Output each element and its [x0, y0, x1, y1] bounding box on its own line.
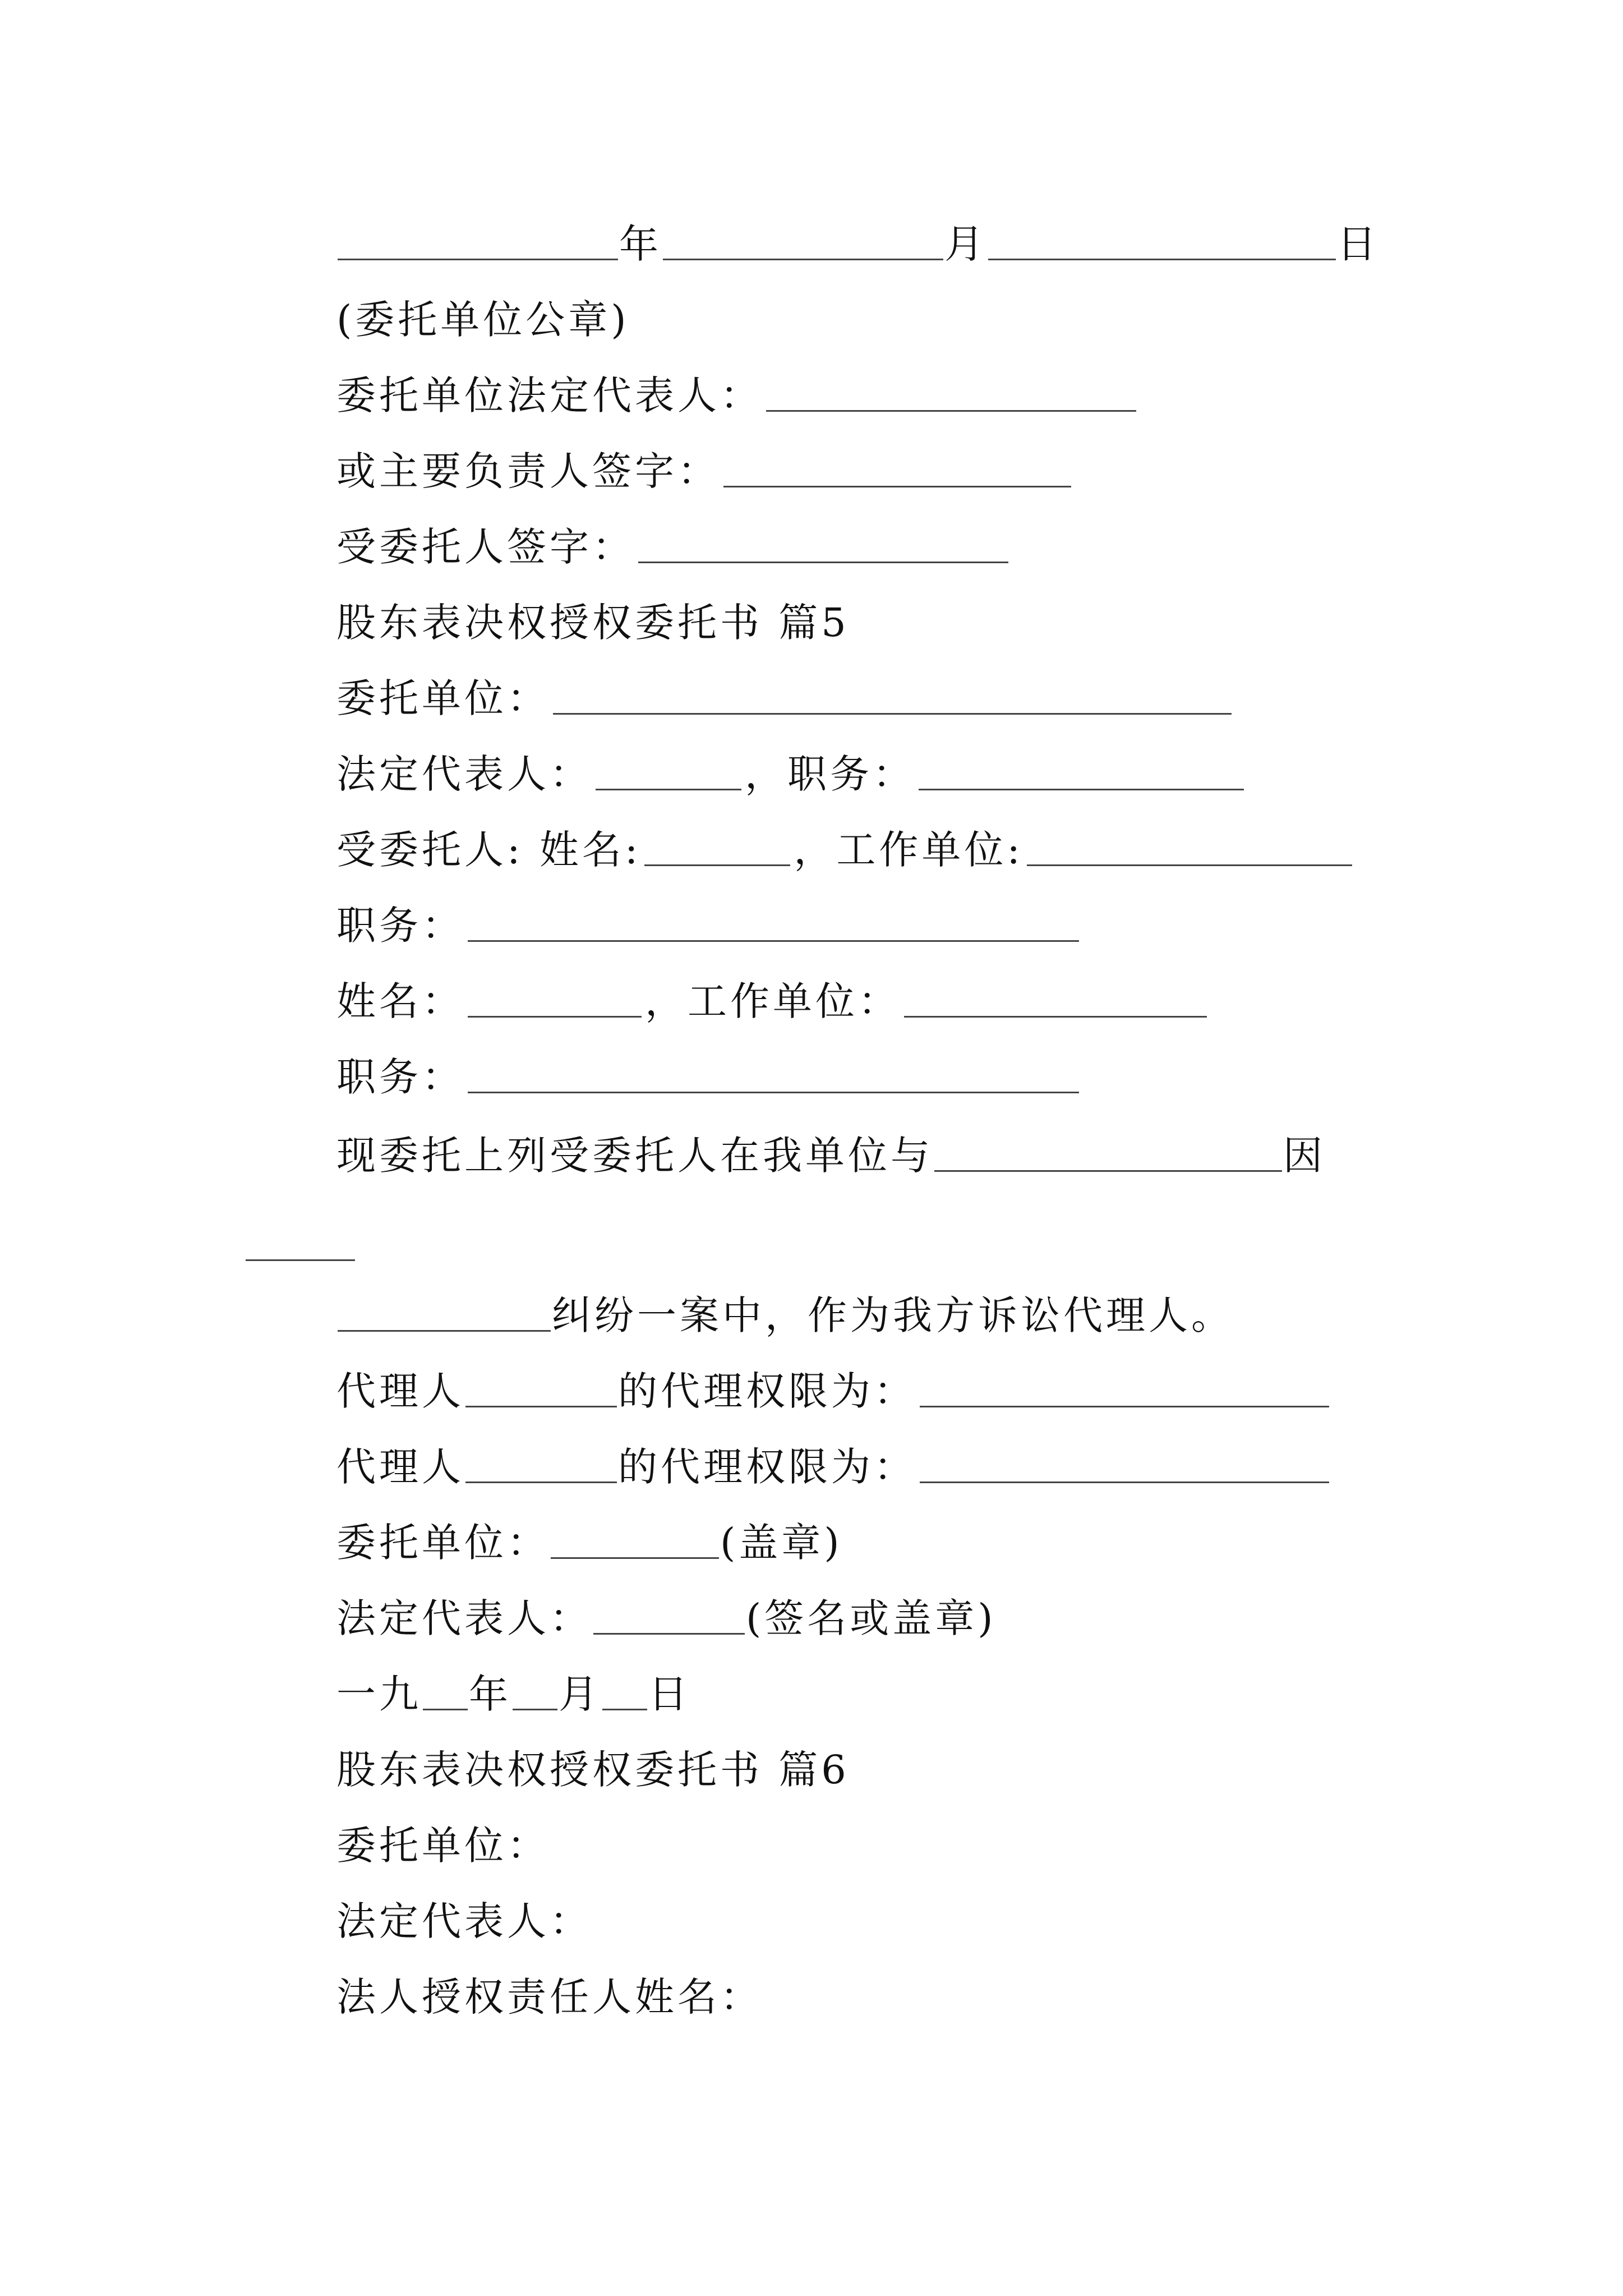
s5-date-line [336, 1658, 691, 1717]
s5-date-day-blank [602, 1675, 647, 1710]
s6-legal-rep-line [336, 1885, 592, 1944]
legal-rep-label: 委托单位法定代表人： [336, 372, 763, 418]
s5-entrusting-unit-label: 委托单位： [336, 675, 550, 721]
trustee-sign-label: 受委托人签字： [336, 524, 635, 570]
s5-entrust-blank [934, 1137, 1282, 1172]
s5-dispute-blank [338, 1296, 551, 1332]
s5-unit-seal-label: 委托单位： [336, 1520, 550, 1566]
trustee-sign-blank [638, 528, 1008, 563]
legal-rep-line [336, 359, 1140, 418]
section6-title: 股东表决权授权委托书 篇6 [336, 1747, 850, 1793]
s5-entrust-text: 现委托上列受委托人在我单位与 [336, 1133, 933, 1179]
s5-date-day: 日 [648, 1671, 691, 1717]
s5-rep-sign-label: 法定代表人： [336, 1595, 592, 1641]
day-label: 日 [1337, 221, 1380, 267]
s5-position1-line [336, 889, 1082, 949]
s5-work-unit-blank [1027, 831, 1352, 866]
year-label: 年 [619, 221, 662, 267]
s6-authorized-person-line [336, 1961, 763, 2020]
s5-legal-rep-blank [596, 755, 741, 790]
continuation-rule [246, 1259, 355, 1261]
s5-work-unit2-label: ，工作单位： [645, 978, 901, 1024]
s5-unit-seal-line [336, 1506, 843, 1566]
s5-agent1-label: 代理人 [336, 1368, 464, 1414]
s6-entrusting-unit-label: 委托单位： [336, 1823, 550, 1869]
s6-authorized-person-label: 法人授权责任人姓名： [336, 1974, 763, 2020]
s5-rep-sign-line [336, 1582, 997, 1641]
s5-work-unit2-blank [904, 982, 1207, 1018]
s5-date-month: 月 [559, 1671, 601, 1717]
day-blank [988, 225, 1336, 260]
month-label: 月 [944, 221, 987, 267]
s5-rep-sign-blank [593, 1599, 745, 1635]
main-responsible-line [336, 435, 1075, 494]
main-responsible-blank [723, 452, 1071, 487]
s5-dispute-line [336, 1279, 1234, 1338]
s5-trustee-name-label: 受委托人: 姓名: [336, 827, 642, 873]
section5-title: 股东表决权授权委托书 篇5 [336, 600, 850, 646]
s5-unit-seal-note: (盖章) [720, 1520, 843, 1566]
s5-position-label: ，职务： [745, 751, 915, 797]
s5-name2-line [336, 965, 1210, 1024]
s5-trustee-name-blank [644, 831, 790, 866]
s5-position-blank [919, 755, 1244, 790]
s5-agent2-line [336, 1430, 1332, 1490]
s5-legal-rep-label: 法定代表人： [336, 751, 592, 797]
section5-title-line [336, 586, 850, 646]
s5-agent2-authority-blank [920, 1448, 1329, 1483]
month-blank [663, 225, 943, 260]
s5-position1-label: 职务： [336, 903, 464, 949]
year-blank [338, 225, 618, 260]
main-responsible-label: 或主要负责人签字： [336, 448, 720, 494]
s5-dispute-text: 纠纷一案中，作为我方诉讼代理人。 [552, 1292, 1234, 1338]
s5-work-unit-label: ，工作单位: [794, 827, 1024, 873]
s5-position2-line [336, 1041, 1082, 1100]
s5-name2-label: 姓名： [336, 978, 464, 1024]
seal-note-line [336, 283, 630, 343]
legal-rep-blank [766, 376, 1136, 412]
s5-date-month-blank [513, 1675, 557, 1710]
s5-position1-blank [468, 907, 1079, 942]
s5-unit-seal-blank [551, 1524, 719, 1559]
seal-note: (委托单位公章) [336, 297, 630, 343]
s5-agent1-name-blank [465, 1372, 617, 1407]
s5-agent1-line [336, 1355, 1332, 1414]
s5-agent2-authority-label: 的代理权限为： [618, 1444, 916, 1490]
s5-legal-rep-line [336, 738, 1247, 797]
section6-title-line [336, 1733, 850, 1793]
s5-entrust-because: 因 [1283, 1133, 1326, 1179]
s5-entrusting-unit-line [336, 662, 1235, 721]
date-line [336, 208, 1380, 267]
s5-agent2-name-blank [465, 1448, 617, 1483]
s5-position2-blank [468, 1058, 1079, 1093]
s5-agent2-label: 代理人 [336, 1444, 464, 1490]
s5-date-year-blank [423, 1675, 468, 1710]
s5-date-prefix: 一九 [336, 1671, 422, 1717]
trustee-sign-line [336, 510, 1012, 570]
s5-agent1-authority-label: 的代理权限为： [618, 1368, 916, 1414]
s5-date-year: 年 [469, 1671, 511, 1717]
s6-legal-rep-label: 法定代表人： [336, 1898, 592, 1944]
s5-entrust-line [336, 1119, 1326, 1179]
s5-position2-label: 职务： [336, 1054, 464, 1100]
s6-entrusting-unit-line [336, 1809, 550, 1869]
s5-name2-blank [468, 982, 642, 1018]
s5-agent1-authority-blank [920, 1372, 1329, 1407]
s5-rep-sign-note: (签名或盖章) [746, 1595, 997, 1641]
s5-trustee-line [336, 813, 1355, 873]
s5-entrusting-unit-blank [553, 679, 1232, 715]
